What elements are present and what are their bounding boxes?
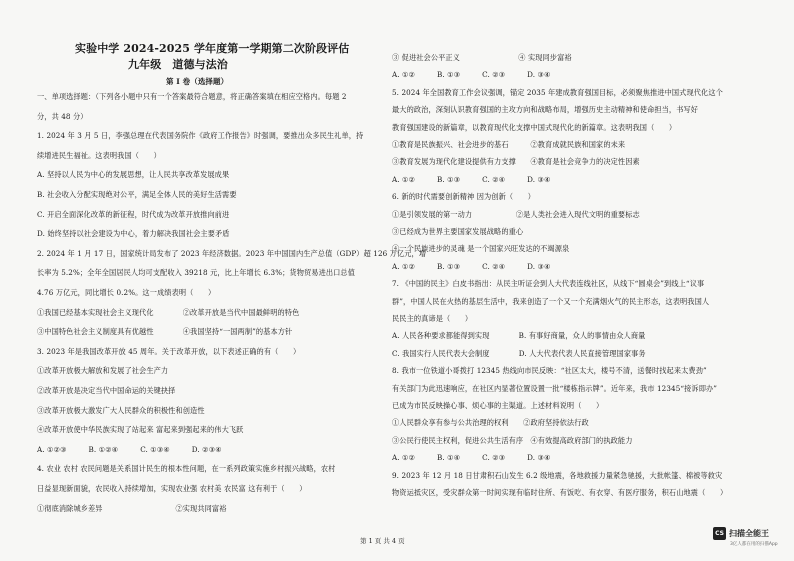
question-line: A. ①② B. ①③ C. ②④ D. ③④: [392, 261, 551, 271]
question-line: 7. 《中国的民主》白皮书指出：从民主听证会到人大代表连线社区，从线下“圆桌会”到线上“议事: [392, 279, 705, 289]
question-line: ④一个民族进步的灵魂 是一个国家兴旺发达的不竭源泉: [392, 244, 570, 254]
question-line: ①改革开放极大解放和发展了社会生产力: [37, 366, 169, 376]
exam-subtitle: 九年级 道德与法治: [128, 58, 228, 71]
question-line: ③ 促进社会公平正义 ④ 实现同步富裕: [392, 53, 572, 62]
question-line: C. 开启全面深化改革的新征程，时代成为改革开放推向前进: [37, 209, 230, 219]
question-line: 教育强国建设的新篇章，以教育现代化支撑中国式现代化的新篇章。这表明我国（ ）: [392, 122, 677, 132]
question-line: A. ①② B. ①③ C. ②④ D. ③④: [392, 174, 551, 184]
question-line: ④改革开放使中华民族实现了站起来 富起来到强起来的伟大飞跃: [37, 425, 244, 435]
question-line: ②改革开放是决定当代中国命运的关键抉择: [37, 386, 176, 395]
question-line: 2. 2024 年 1 月 17 日，国家统计局发布了 2023 年经济数据。2023 年中国国内生产总值（GDP）超 126 万亿元，增: [37, 248, 427, 258]
question-line: 日益显现新面貌，农民收入持续增加，实现农业强 农村美 农民富 这有利于（ ）: [37, 484, 307, 493]
question-line: ①人民群众享有参与公共治理的权利 ②政府坚持依法行政: [392, 418, 589, 428]
question-line: 9. 2023 年 12 月 18 日甘肃积石山发生 6.2 级地震，各地救援力量紧急驰援，大批帐篷、棉被等救灾: [392, 470, 723, 480]
question-line: 8. 我市一位铁道小哥拨打 12345 热线向市民反映：“社区太大，楼号不清，送餐时找起来太费劲”: [392, 366, 707, 376]
scanner-tagline: 3亿人都在用的扫描App: [730, 542, 778, 547]
question-line: D. 始终坚持以社会建设为中心，着力解决我国社会主要矛盾: [37, 229, 230, 239]
scanner-watermark: [713, 527, 769, 540]
question-line: ③改革开放极大激发广大人民群众的积极性和创造性: [37, 405, 205, 415]
scanner-app-name: 扫描全能王: [729, 529, 769, 538]
question-line: 4.76 万亿元，同比增长 0.2%。这一成绩表明（ ）: [37, 288, 216, 297]
question-line: ③教育发展为现代化建设提供有力支撑 ④教育是社会竞争力的决定性因素: [392, 157, 640, 167]
question-line: 5. 2024 年全国教育工作会议强调，锚定 2035 年建成教育强国目标，必须聚焦推进中国式现代化这个: [392, 87, 723, 97]
question-line: A. ①②③ B. ①②④ C. ①③④ D. ②③④: [37, 444, 222, 454]
question-line: 6. 新的时代需要创新精神 因为创新（ ）: [392, 192, 536, 202]
question-line: A. ①② B. ①④ C. ②③ D. ③④: [392, 453, 551, 463]
question-line: 长率为 5.2%；全年全国居民人均可支配收入 39218 元，比上年增长 6.3%；货物贸易进出口总值: [37, 268, 356, 278]
question-line: ①彻底消除城乡差异 ②实现共同富裕: [37, 503, 227, 513]
question-line: 物资运抵灾区，受灾群众第一时间实现有临时住所、有饭吃、有衣穿、有医疗服务，积石山地震（ ）: [392, 488, 728, 497]
question-line: 续增进民生福祉。这表明我国（ ）: [37, 150, 161, 160]
exam-title: 实验中学 2024-2025 学年度第一学期第二次阶段评估: [75, 42, 350, 55]
question-line: C. 我国实行人民代表大会制度 D. 人大代表代表人民直接管理国家事务: [392, 348, 646, 358]
question-line: ①教育是民族振兴、社会进步的基石 ②教育成就民族和国家的未来: [392, 140, 626, 149]
question-line: ③中国特色社会主义制度具有优越性 ④我国坚持“一国两制”的基本方针: [37, 327, 293, 337]
volume-label: 第 I 卷（选择题）: [166, 77, 229, 86]
question-line: A. ①② B. ①③ C. ②③ D. ③④: [392, 70, 551, 80]
page-footer: 第 1 页 共 4 页: [360, 537, 405, 545]
question-line: 已成为市民反映操心事、烦心事的主渠道。上述材料说明（ ）: [392, 401, 604, 410]
question-line: 民民主的真谛是（ ）: [392, 314, 473, 323]
question-line: ③已经成为世界主要国家发展战略的重心: [392, 227, 524, 236]
question-line: 4. 农业 农村 农民问题是关系国计民生的根本性问题，在一系列政策实施乡村振兴战略，农村: [37, 464, 336, 474]
question-line: ①我国已经基本实现社会主义现代化 ②改革开放是当代中国最鲜明的特色: [37, 307, 300, 317]
question-line: 最大的政治，深刻认识教育强国的主攻方向和战略布局，增强历史主动精神和使命担当，书写好: [392, 105, 699, 115]
question-line: A. 坚持以人民为中心的发展思想，让人民共享改革发展成果: [37, 170, 230, 180]
question-line: 群”，中国人民在火热的基层生活中，我来创造了一个又一个充满烟火气的民主形态，这表明我国人: [392, 296, 710, 306]
question-line: 有关部门为此迅速响应，在社区内显著位置设置一批“楼栋指示牌”。近年来，我市 12345“接诉即办”: [392, 383, 718, 393]
question-line: ③公民行使民主权利，促进公共生活有序 ④有效提高政府部门的执政能力: [392, 435, 633, 445]
question-line: 分，共 48 分）: [37, 111, 88, 121]
question-line: 1. 2024 年 3 月 5 日，李强总理在代表国务院作《政府工作报告》时强调，要推出众多民生礼单，持: [37, 131, 364, 141]
question-line: 一、单项选择题：（下列各小题中只有一个答案最符合题意，将正确答案填在相应空格内。每题 2: [37, 92, 347, 101]
camscanner-logo-icon: CS: [713, 527, 726, 540]
question-line: 3. 2023 年是我国改革开放 45 周年。关于改革开放，以下表述正确的有（ ）: [37, 346, 301, 356]
question-line: ①是引领发展的第一动力 ②是人类社会进入现代文明的重要标志: [392, 209, 640, 219]
question-line: A. 人民各种要求都能得到实现 B. 有事好商量，众人的事情由众人商量: [392, 331, 646, 341]
question-line: B. 社会收入分配实现绝对公平，满足全体人民的美好生活需要: [37, 190, 237, 199]
